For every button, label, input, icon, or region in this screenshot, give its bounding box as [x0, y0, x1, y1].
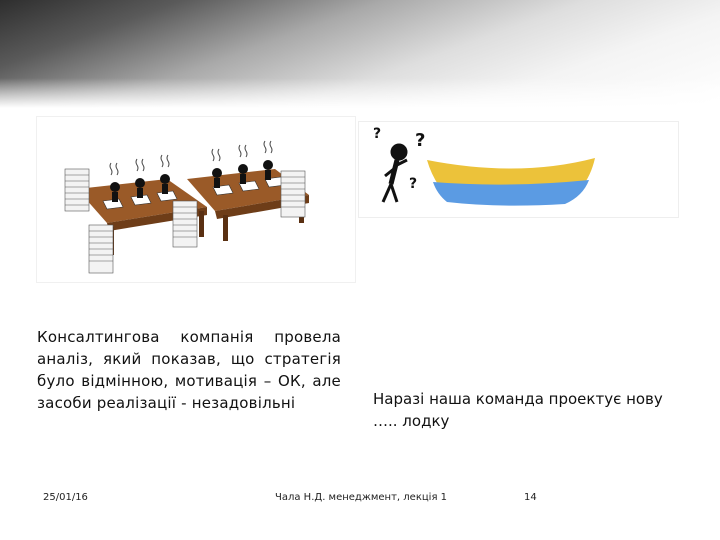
footer-date: 25/01/16 [43, 492, 88, 503]
slide-text-right: Наразі наша команда проектує нову ….. лодку [373, 390, 663, 430]
slide-text-left: Консалтингова компанія провела аналіз, який показав, що стратегія було відмінною, мотивація – ОК, але засоби реалізації - незадовільні [37, 328, 341, 412]
svg-text:?: ? [373, 126, 382, 142]
boat-illustration [359, 122, 678, 217]
consultants-illustration [37, 117, 355, 282]
svg-text:?: ? [415, 130, 426, 151]
footer-title: Чала Н.Д. менеджмент, лекція 1 [275, 492, 448, 503]
svg-text:?: ? [409, 176, 418, 192]
header-gradient-band [0, 0, 720, 108]
footer-page-number: 14 [524, 492, 537, 503]
